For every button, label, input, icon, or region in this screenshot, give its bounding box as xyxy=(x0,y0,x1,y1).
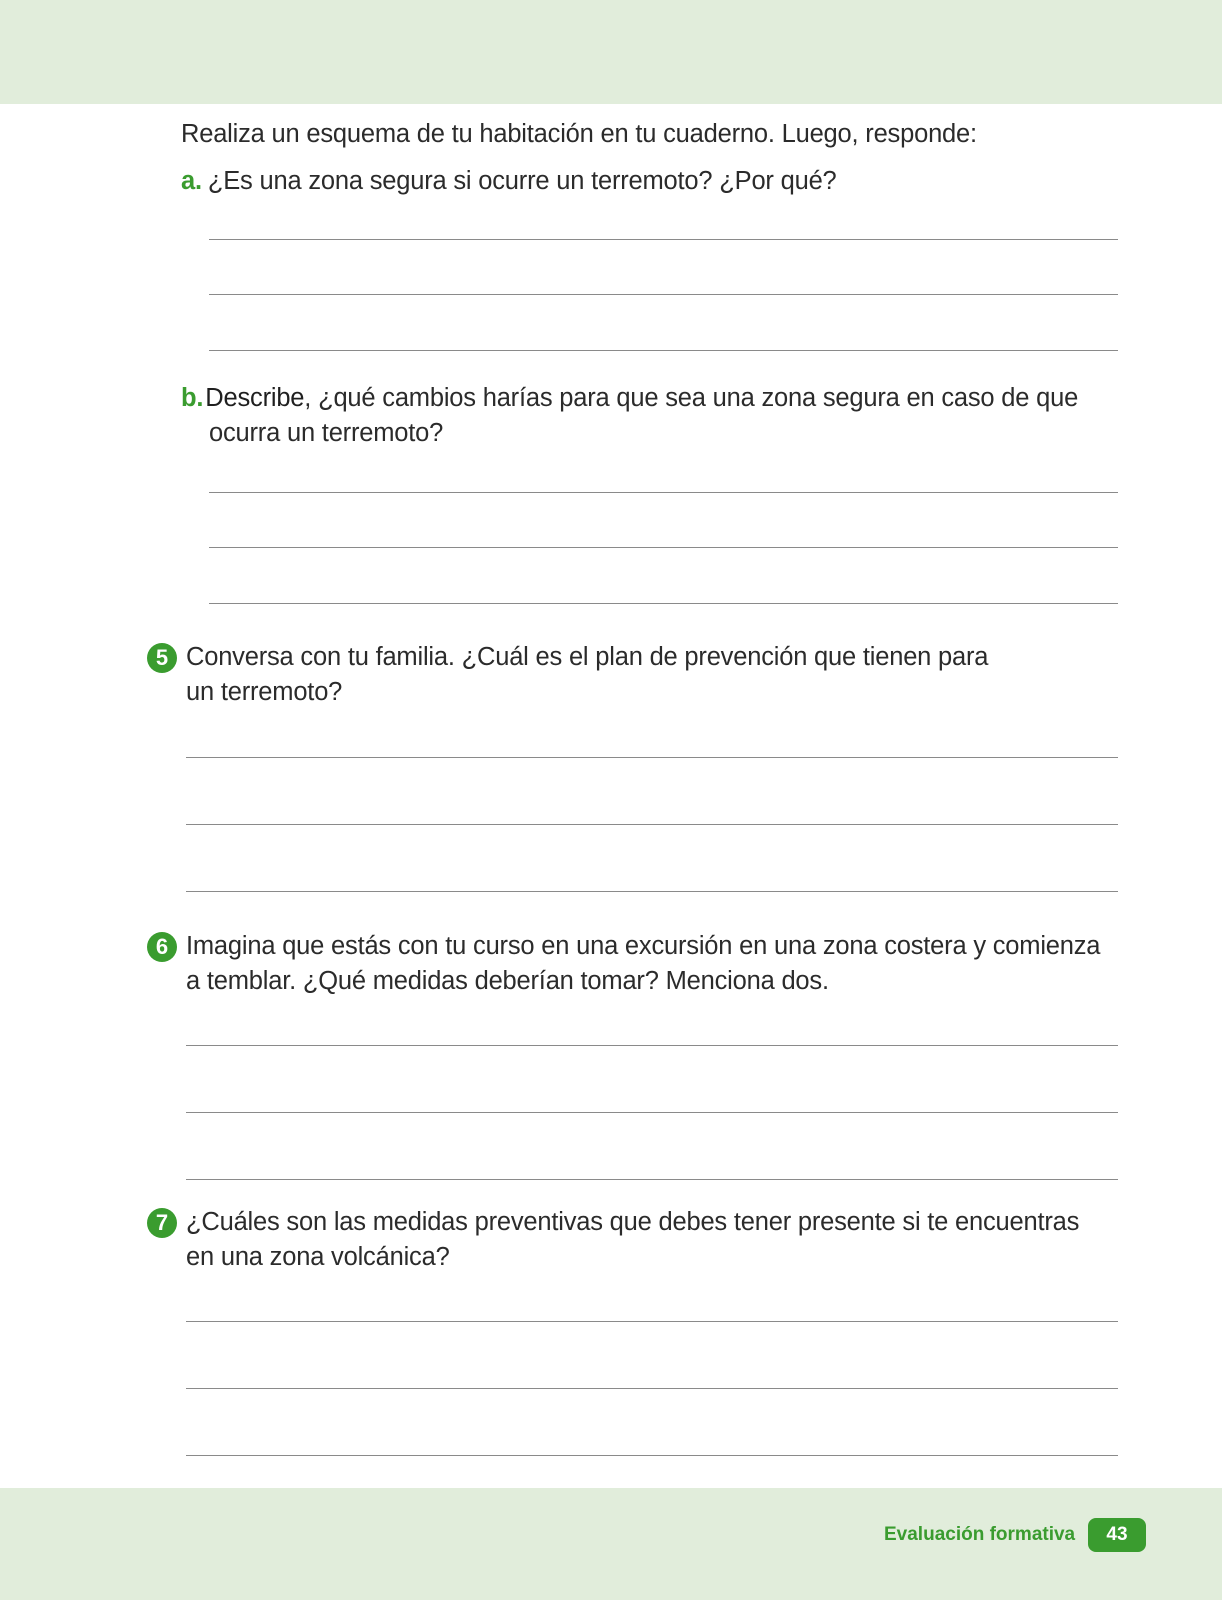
answer-line-b1[interactable] xyxy=(209,492,1118,493)
question-7-number: 7 xyxy=(147,1208,177,1238)
item-b-question xyxy=(181,381,1078,416)
answer-line-7-3[interactable] xyxy=(186,1455,1118,1456)
header-band xyxy=(0,0,1222,104)
question-6-line2: a temblar. ¿Qué medidas deberían tomar? Menciona dos. xyxy=(186,967,829,995)
item-a-letter: a. xyxy=(181,167,202,195)
answer-line-b3[interactable] xyxy=(209,603,1118,604)
answer-line-5-1[interactable] xyxy=(186,757,1118,758)
question-6-line1: Imagina que estás con tu curso en una excursión en una zona costera y comienza xyxy=(186,932,1101,960)
question-6-number: 6 xyxy=(147,932,177,962)
intro-instruction: Realiza un esquema de tu habitación en tu cuaderno. Luego, responde: xyxy=(181,120,977,148)
answer-line-5-2[interactable] xyxy=(186,824,1118,825)
answer-line-b2[interactable] xyxy=(209,547,1118,548)
answer-line-6-2[interactable] xyxy=(186,1112,1118,1113)
answer-line-a1[interactable] xyxy=(209,239,1118,240)
item-b-text-line1: , ¿qué cambios harías para que sea una zona segura en caso de que xyxy=(304,384,1079,412)
item-b-verb: Describe xyxy=(205,384,305,412)
answer-line-5-3[interactable] xyxy=(186,891,1118,892)
question-7-line1: ¿Cuáles son las medidas preventivas que debes tener presente si te encuentras xyxy=(186,1208,1080,1236)
question-5-number: 5 xyxy=(147,643,177,673)
item-a-text: ¿Es una zona segura si ocurre un terremoto? ¿Por qué? xyxy=(207,167,837,195)
question-5-line1: Conversa con tu familia. ¿Cuál es el plan de prevención que tienen para xyxy=(186,643,989,671)
item-b-letter: b. xyxy=(181,384,204,412)
item-b-text-line2: ocurra un terremoto? xyxy=(209,419,444,447)
footer-section-label: Evaluación formativa xyxy=(884,1524,1076,1545)
answer-line-a3[interactable] xyxy=(209,350,1118,351)
answer-line-7-2[interactable] xyxy=(186,1388,1118,1389)
item-a-question xyxy=(181,164,837,199)
question-5-line2: un terremoto? xyxy=(186,678,343,706)
page-number: 43 xyxy=(1088,1518,1146,1552)
answer-line-6-1[interactable] xyxy=(186,1045,1118,1046)
answer-line-6-3[interactable] xyxy=(186,1179,1118,1180)
question-7-line2: en una zona volcánica? xyxy=(186,1243,450,1271)
answer-line-a2[interactable] xyxy=(209,294,1118,295)
answer-line-7-1[interactable] xyxy=(186,1321,1118,1322)
